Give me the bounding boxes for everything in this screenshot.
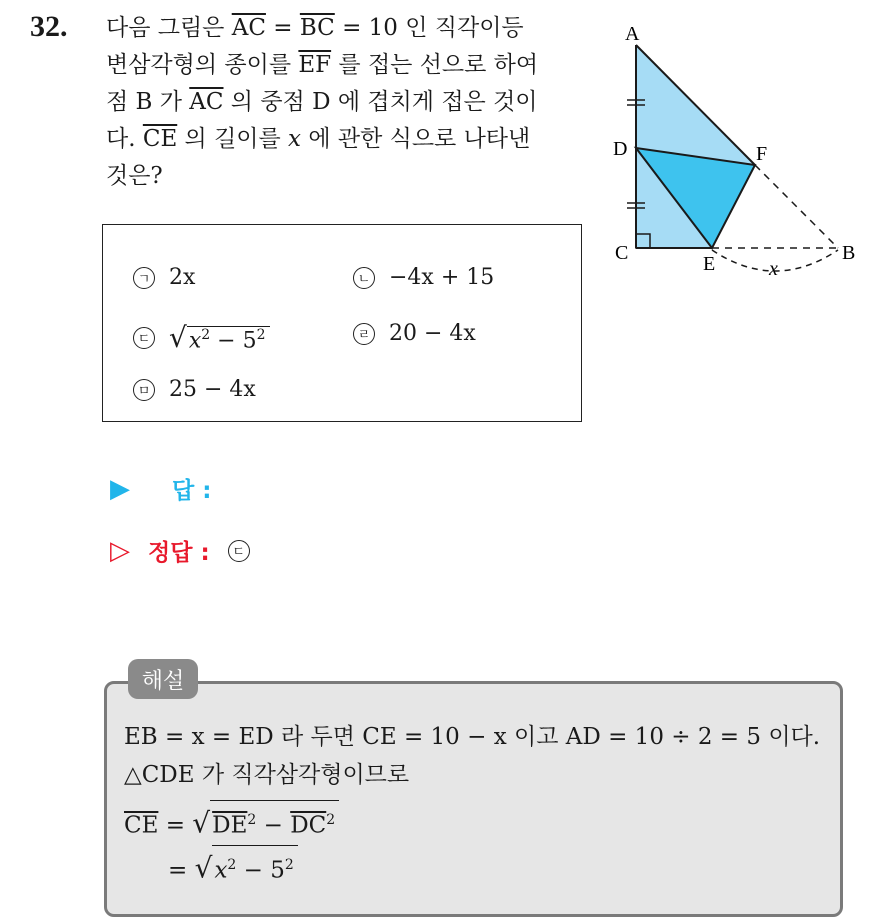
label-f: F — [756, 143, 768, 165]
label-b: B — [842, 242, 856, 264]
answer-row — [110, 472, 211, 505]
text: = 10 인 직각이등 — [334, 15, 524, 41]
choice-3[interactable] — [133, 321, 270, 354]
answer-label: 답 : — [172, 478, 212, 504]
text: 를 접는 선으로 하여 — [331, 52, 539, 78]
text: − — [256, 812, 291, 839]
question-line — [106, 10, 596, 47]
segment-bc: $\overline{BC}$ — [299, 15, 335, 41]
segment-ac-2: $\overline{AC}$ — [189, 89, 224, 115]
explanation-line-3: $\overline{CE} = √DE^2 - \overline{DC}^2$ — [124, 800, 820, 845]
choice-1[interactable] — [133, 265, 195, 290]
correct-value: ㄷ — [228, 540, 250, 562]
label-c: C — [615, 242, 629, 264]
answer-arrow-icon: ▶ — [110, 473, 130, 504]
text: 에 관한 식으로 나타낸 — [301, 126, 531, 152]
explanation-text — [124, 718, 820, 889]
segment-ce: $\overline{CE}$ — [124, 812, 159, 839]
explanation-line-4: = $√x^2 - 5^2$ — [124, 845, 820, 890]
choices-box — [102, 224, 582, 422]
choice-4[interactable] — [353, 321, 476, 346]
variable-x: x — [288, 126, 302, 152]
label-x: x — [769, 258, 778, 280]
text: 점 B 가 — [106, 89, 190, 115]
question-number: 32. — [30, 10, 68, 43]
text: = — [158, 812, 193, 839]
segment-ce: $\overline{CE}$ — [142, 126, 178, 152]
text: 의 길이를 — [177, 126, 289, 152]
correct-label: 정답 : — [148, 540, 210, 566]
choice-mark: ㄷ — [133, 327, 155, 349]
text: 다. — [106, 126, 143, 152]
choice-mark: ㅁ — [133, 379, 155, 401]
choice-2[interactable] — [353, 265, 494, 290]
sup: 2 — [284, 856, 294, 873]
choice-text: −4x + 15 — [389, 265, 495, 290]
segment-ac: $\overline{AC}$ — [231, 15, 266, 41]
sup: 2 — [247, 812, 257, 828]
choice-text: $√x^2 - 5^2$ — [169, 321, 270, 354]
segment-ef: $\overline{EF}$ — [298, 52, 332, 78]
correct-answer-row — [110, 534, 250, 567]
text: = — [168, 857, 195, 884]
question-line: 것은? — [106, 163, 163, 189]
triangle-figure — [606, 20, 866, 290]
label-a: A — [625, 23, 640, 45]
segment-de: DE — [212, 812, 248, 839]
label-e: E — [703, 253, 716, 275]
choice-5[interactable] — [133, 377, 256, 402]
explanation-line-2: △CDE 가 직각삼각형이므로 — [124, 762, 410, 788]
question-line — [106, 47, 596, 84]
variable-x: x — [188, 328, 202, 353]
text: 변삼각형의 종이를 — [106, 52, 299, 78]
question-line — [106, 121, 596, 158]
choice-text: 25 − 4x — [169, 377, 256, 402]
text: 의 중점 D 에 겹치게 접은 것이 — [223, 89, 538, 115]
choice-text: 20 − 4x — [389, 321, 476, 346]
text: − 5 — [236, 857, 285, 884]
label-d: D — [613, 138, 628, 160]
correct-arrow-icon: ▷ — [110, 535, 130, 566]
choice-text: 2x — [169, 265, 196, 290]
sup: 2 — [201, 326, 211, 343]
variable-x: x — [214, 857, 228, 884]
text: 다음 그림은 — [106, 15, 232, 41]
text: = — [265, 15, 300, 41]
sup: 2 — [256, 326, 266, 343]
question-line — [106, 84, 596, 121]
sup: 2 — [326, 812, 336, 828]
sup: 2 — [227, 856, 237, 873]
choice-mark: ㄴ — [353, 267, 375, 289]
question-text — [106, 10, 596, 195]
segment-dc: $\overline{DC}$ — [290, 812, 327, 839]
explanation-line-1: EB = x = ED 라 두면 CE = 10 − x 이고 AD = 10 ÷ 2 = 5 이다. — [124, 724, 821, 750]
explanation-tab: 해설 — [128, 659, 198, 699]
text: − 5 — [210, 328, 257, 353]
choice-mark: ㄹ — [353, 323, 375, 345]
choice-mark: ㄱ — [133, 267, 155, 289]
dashed-fb — [755, 165, 838, 248]
